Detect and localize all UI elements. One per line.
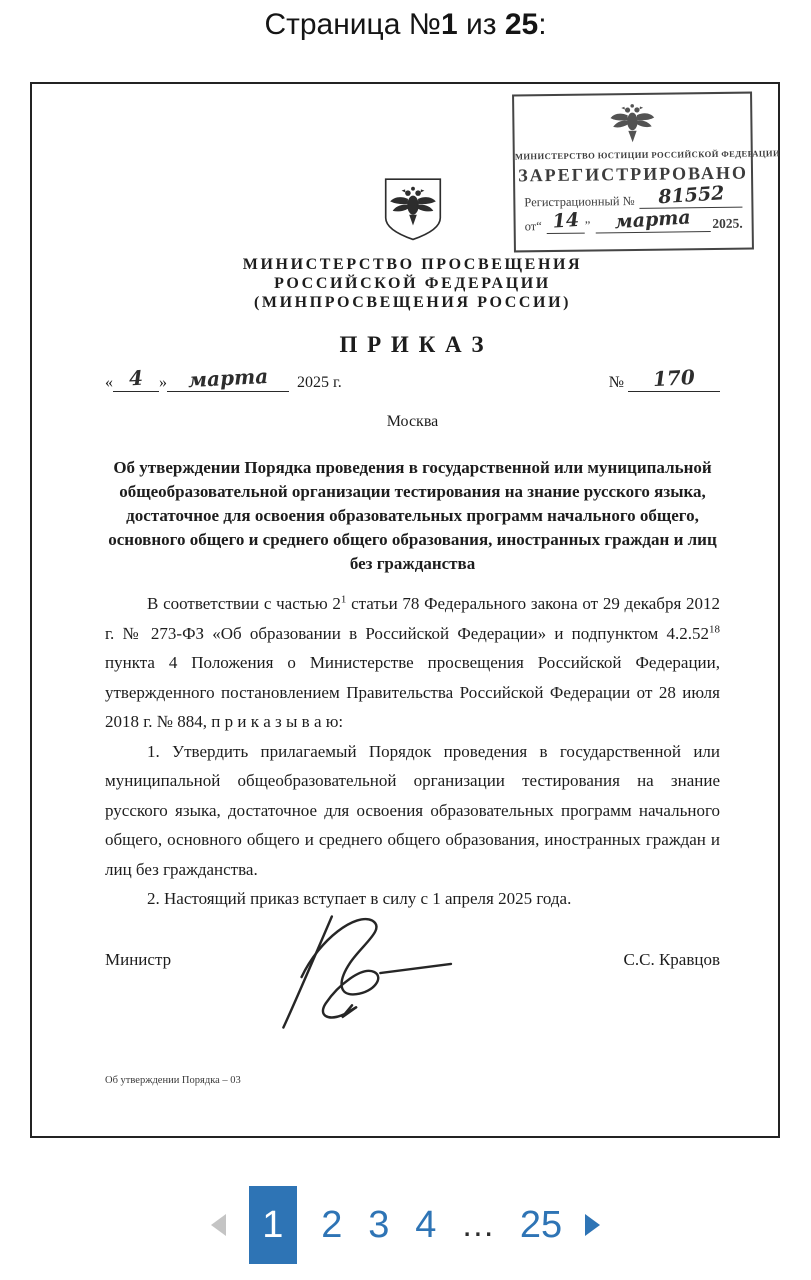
date-quote-open: « [105,374,113,391]
body-paragraph-item-2: 2. Настоящий приказ вступает в силу с 1 апреля 2025 года. [147,889,572,908]
document-content [32,84,781,1136]
stamp-date-quote-close: ” [584,218,591,233]
next-page-icon[interactable] [585,1214,600,1236]
ministry-line-2: РОССИЙСКОЙ ФЕДЕРАЦИИ [274,275,551,292]
signatory-position: Министр [105,949,172,969]
registration-stamp [512,92,781,253]
page-indicator-of: из [457,8,505,41]
stamp-eagle-icon [606,99,659,148]
order-date [105,363,342,393]
pagination [0,1186,811,1264]
pagination-page-4[interactable]: 4 [415,1203,437,1246]
body-paragraph-legal-basis [105,589,720,737]
stamp-date-day-value: 14 [551,208,580,233]
stamp-date-from-label: от [524,219,537,234]
pagination-ellipsis: … [460,1205,497,1244]
ministry-line-3: (МИНПРОСВЕЩЕНИЯ РОССИИ) [253,294,572,311]
page-indicator [0,2,811,48]
order-number-blank [628,364,720,392]
document-scan-page [30,82,780,1138]
signature-block [105,950,720,970]
ministry-line-1: МИНИСТЕРСТВО ПРОСВЕЩЕНИЯ [242,256,583,273]
document-footnote: Об утверждении Порядка – 03 [105,1075,241,1086]
date-month-blank [167,363,289,393]
prev-page-icon[interactable] [211,1214,226,1236]
order-subject: Об утверждении Порядка проведения в государственной или муниципальной общеобразовательной организации тестирования на знание русского языка, достаточное для освоения образовательных программ начального общего, основного общего и среднего общего образования, иностранных граждан и лиц без гражданства [108,458,717,573]
stamp-ministry-line: МИНИСТЕРСТВО ЮСТИЦИИ РОССИЙСКОЙ ФЕДЕРАЦИИ [514,148,781,162]
order-date-number-row [105,363,720,393]
pagination-page-1-current[interactable]: 1 [249,1186,297,1264]
order-number-label: № [608,374,624,391]
legal-basis-superscript-1: 1 [340,593,347,606]
order-heading: П Р И К А З [339,332,486,357]
date-year: 2025 г. [297,374,342,391]
stamp-date-year: 2025. [712,215,743,232]
stamp-date-quote-open: “ [536,219,542,234]
legal-basis-segment-2: статьи 78 Федерального закона от 29 декабря 2012 г. № 273-ФЗ «Об образовании в Российской Федерации» и подпунктом 4.2.52 [105,594,720,643]
stamp-registered-label: ЗАРЕГИСТРИРОВАНО [518,162,748,186]
stamp-reg-number-value: 81552 [657,182,725,209]
stamp-registration-number-row [515,182,751,211]
stamp-reg-number-blank [639,182,742,209]
stamp-date-day-blank [547,208,585,234]
signatory-name: С.С. Кравцов [623,949,720,969]
date-day-blank [113,365,159,392]
date-quote-close: » [159,374,167,391]
stamp-date-month-value: марта [614,206,692,234]
stamp-date-row [515,206,751,235]
minister-signature [243,910,455,1032]
order-number-value: 170 [652,364,696,392]
page-indicator-current: 1 [440,8,458,41]
page-indicator-total: 25 [504,8,539,41]
page-indicator-colon: : [538,8,547,41]
legal-basis-segment-3: пункта 4 Положения о Министерстве просвещения Российской Федерации, утвержденного постановлением Правительства Российской Федерации от 28 июля 2018 г. № 884, п р и к а з ы в а ю: [105,653,720,731]
order-number [608,364,720,392]
pagination-page-25[interactable]: 25 [519,1203,563,1246]
legal-basis-segment-1: В соответствии с частью 2 [147,594,341,613]
stamp-date-month-blank [595,206,710,234]
pagination-page-2[interactable]: 2 [321,1203,343,1246]
legal-basis-superscript-2: 18 [709,622,720,635]
body-paragraph-item-1: 1. Утвердить прилагаемый Порядок проведения в государственной или муниципальной общеобразовательной организации тестирования на знание русского языка, достаточное для освоения образовательных программ начального общего, основного общего и среднего общего образования, иностранных граждан и лиц без гражданства. [105,741,720,879]
date-day-value: 4 [128,365,144,391]
pagination-page-3[interactable]: 3 [368,1203,390,1246]
page-indicator-prefix: Страница № [264,8,441,41]
city-label: Москва [386,413,439,430]
ministry-letterhead [105,255,720,312]
date-month-value: марта [187,363,269,393]
stamp-reg-number-label: Регистрационный № [524,193,635,210]
coat-of-arms-icon [381,176,445,242]
